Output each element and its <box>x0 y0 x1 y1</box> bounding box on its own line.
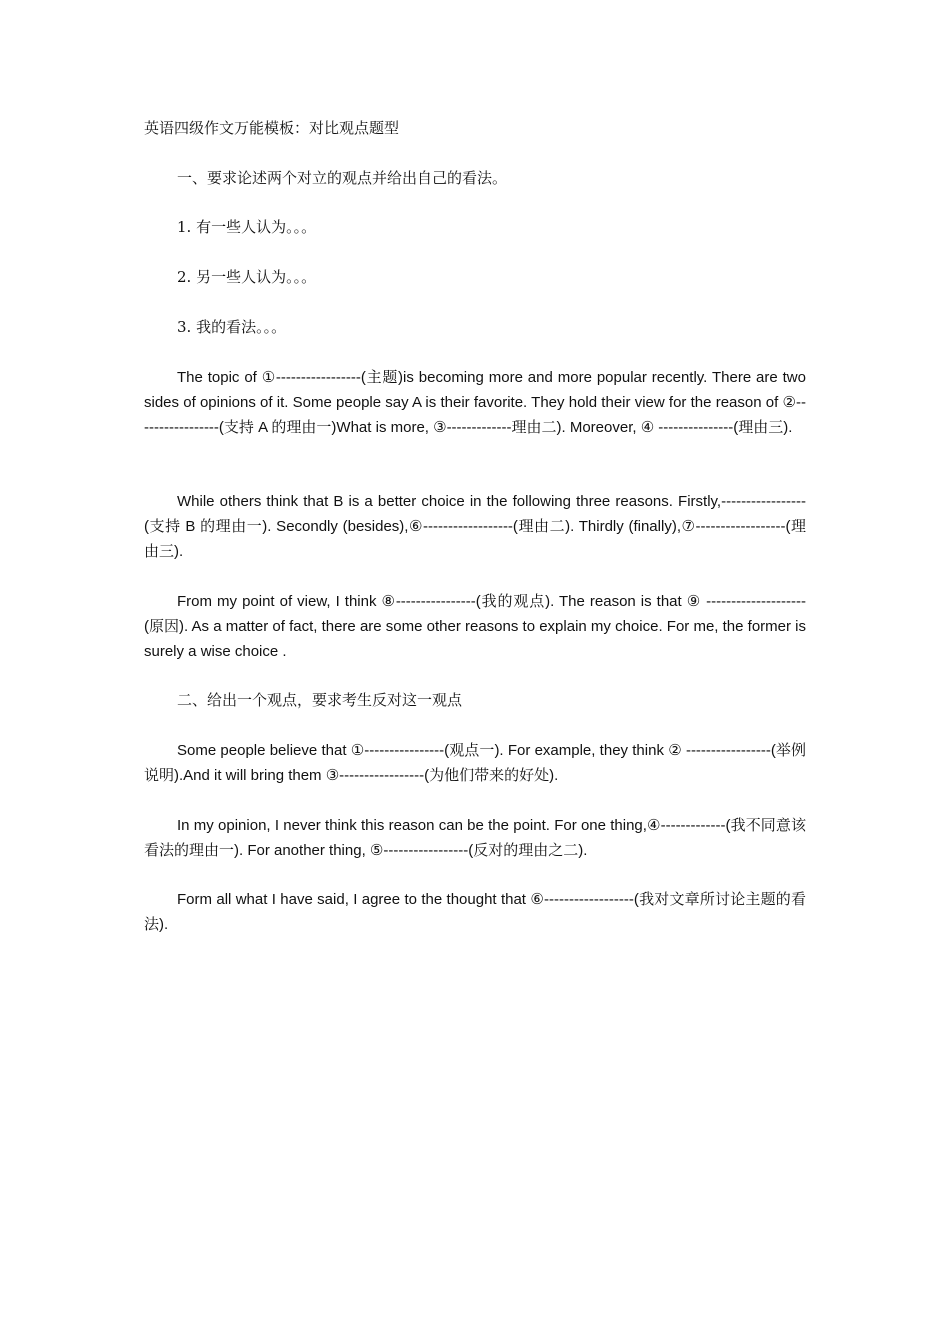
section2-paragraph-belief: Some people believe that ①----------------(观点一). For example, they think ② -----------------(举例说明).And it will bring them ③-----------------(为他们带来的好处). <box>144 742 806 784</box>
section1-heading: 一、要求论述两个对立的观点并给出自己的看法。 <box>177 169 508 187</box>
section1-paragraph-others: While others think that B is a better choice in the following three reasons. Firstly,-----------------(支持 B 的理由一). Secondly (besides),⑥------------------(理由二). Thirdly (finally),⑦------------------(理由三). <box>144 493 806 560</box>
section2-paragraph-conclusion: Form all what I have said, I agree to the thought that ⑥------------------(我对文章所讨论主题的看法). <box>144 891 806 933</box>
section2-heading: 二、给出一个观点，要求考生反对这一观点 <box>177 691 463 709</box>
list-item: 1. 有一些人认为。。。 <box>177 218 317 236</box>
list-item: 3. 我的看法。。。 <box>177 318 287 336</box>
document-title: 英语四级作文万能模板：对比观点题型 <box>144 119 400 137</box>
section1-paragraph-topic: The topic of ①-----------------(主题)is becoming more and more popular recently. There are two sides of opinions of it. Some people say A is their favorite. They hold their view for the reason of ②-----------------(支持 A 的理由一)What is more, ③-------------理由二). Moreover, ④ ---------------(理由三). <box>144 369 806 436</box>
section1-paragraph-my-view: From my point of view, I think ⑧----------------(我的观点). The reason is that ⑨ --------------------(原因). As a matter of fact, there are some other reasons to explain my choice. For me, the former is surely a wise choice . <box>144 593 806 660</box>
list-item: 2. 另一些人认为。。。 <box>177 268 317 286</box>
section2-paragraph-opinion: In my opinion, I never think this reason can be the point. For one thing,④-------------(我不同意该看法的理由一). For another thing, ⑤-----------------(反对的理由之二). <box>144 817 806 859</box>
